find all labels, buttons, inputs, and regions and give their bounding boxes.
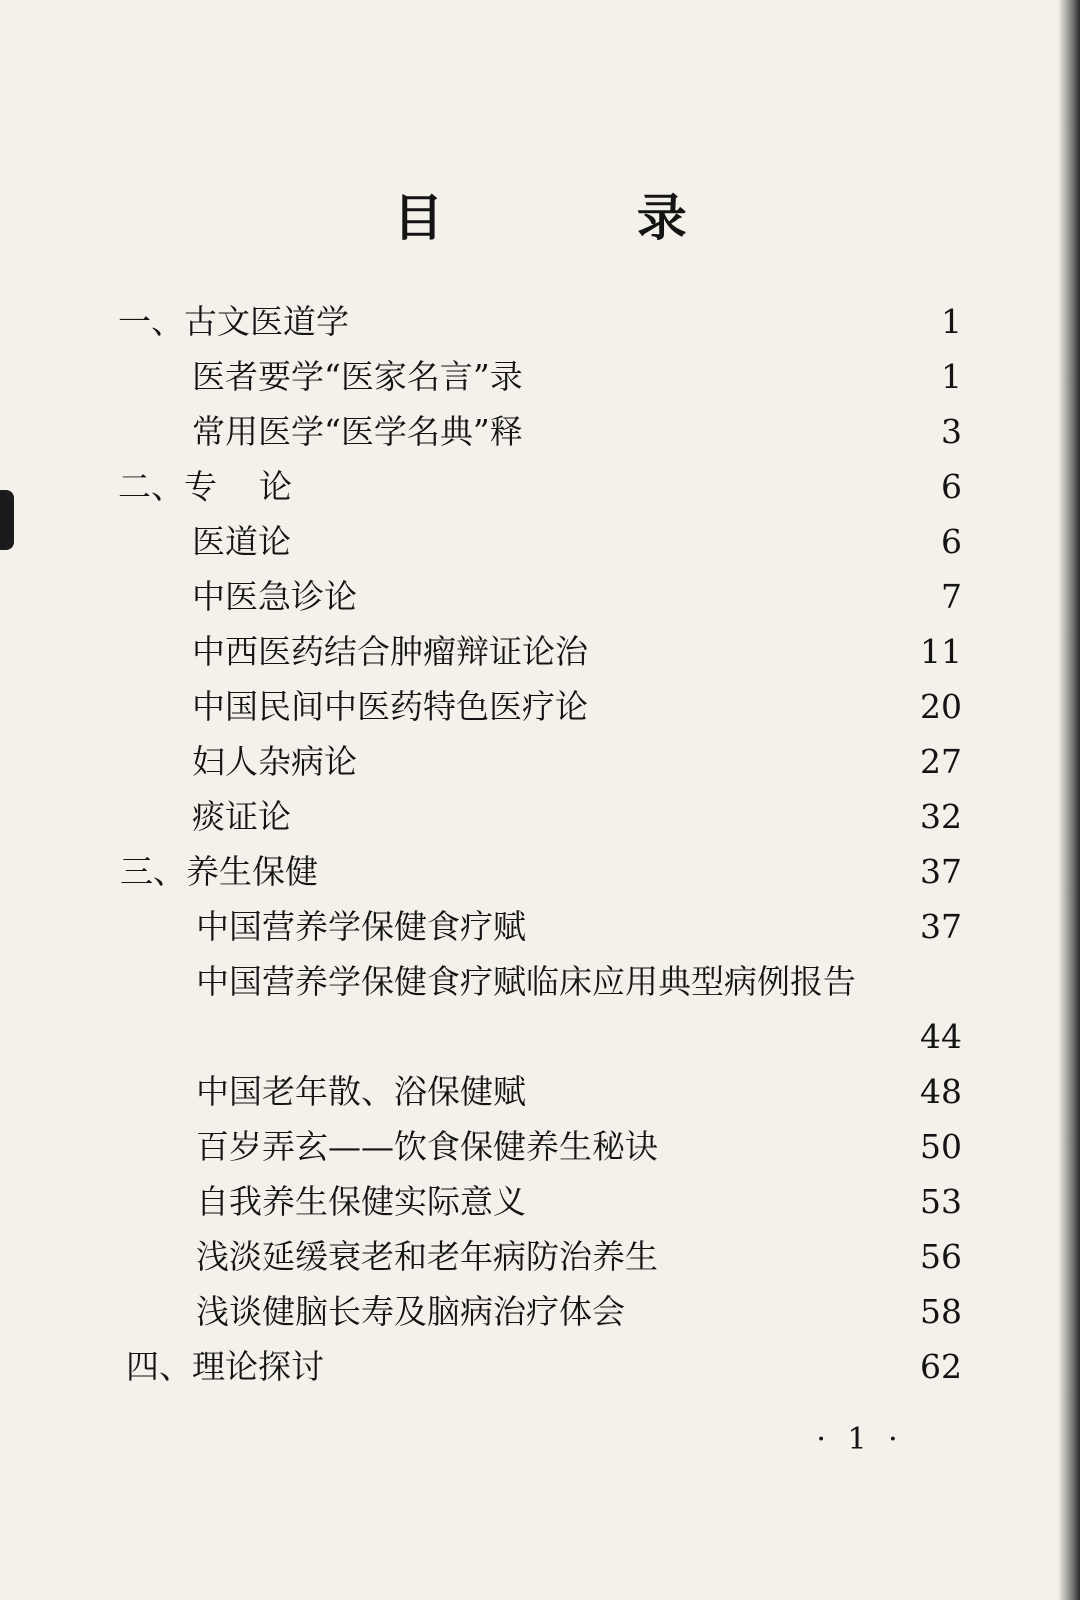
toc-leader-dots	[382, 298, 884, 346]
toc-entry-label: 中国老年散、浴保健赋	[196, 1072, 526, 1111]
toc-entry-label: 中国营养学保健食疗赋	[196, 907, 526, 946]
toc-leader-dots	[310, 793, 884, 841]
toc-entry-page: 37	[920, 852, 962, 891]
toc-entry-label: 医道论	[192, 522, 291, 561]
toc-leader-dots	[348, 848, 884, 896]
toc-entry-page: 20	[920, 687, 962, 726]
toc-entry	[0, 848, 1080, 896]
toc-leader-dots	[300, 463, 884, 511]
toc-entry	[0, 298, 1080, 346]
toc-entry-label: 自我养生保健实际意义	[196, 1182, 526, 1221]
toc-entry	[0, 463, 1080, 511]
toc-entry	[0, 518, 1080, 566]
toc-entry-label: 中国民间中医药特色医疗论	[192, 687, 588, 726]
toc-entry	[0, 1178, 1080, 1226]
toc-entry-page: 37	[920, 907, 962, 946]
toc-entry-page: 44	[920, 1017, 962, 1056]
toc-entry-label: 四、理论探讨	[126, 1347, 324, 1386]
toc-entry	[0, 1288, 1080, 1336]
toc-entry	[0, 353, 1080, 401]
toc-leader-dots	[720, 1123, 884, 1171]
toc-entry-page: 6	[941, 522, 962, 561]
toc-leader-dots	[382, 738, 884, 786]
toc-entry-page: 3	[941, 412, 962, 451]
toc-leader-dots	[556, 1178, 884, 1226]
toc-entry-label: 浅淡延缓衰老和老年病防治养生	[196, 1237, 658, 1276]
toc-entry-page: 27	[920, 742, 962, 781]
toc-entry	[0, 903, 1080, 951]
toc-leader-dots	[556, 408, 884, 456]
toc-entry-page: 48	[920, 1072, 962, 1111]
toc-title: 目 录	[393, 189, 775, 247]
toc-entry-label: 百岁弄玄——饮食保健养生秘诀	[196, 1127, 658, 1166]
toc-entry-label: 常用医学“医学名典”释	[192, 412, 523, 451]
toc-entry-page: 1	[941, 357, 962, 396]
toc-entry-label: 中西医药结合肿瘤辩证论治	[192, 632, 588, 671]
toc-leader-dots	[300, 518, 884, 566]
toc-entry-page: 6	[941, 467, 962, 506]
toc-entry-label: 妇人杂病论	[192, 742, 357, 781]
toc-entry-label: 浅谈健脑长寿及脑病治疗体会	[196, 1292, 625, 1331]
toc-entry	[0, 738, 1080, 786]
toc-leader-dots	[206, 1013, 884, 1061]
toc-entry-label: 痰证论	[192, 797, 291, 836]
toc-entry-page: 11	[920, 632, 962, 671]
toc-entry-label: 二、专 论	[118, 467, 292, 506]
toc-entry	[0, 1343, 1080, 1391]
toc-entry-page: 62	[920, 1347, 962, 1386]
toc-entry-continuation	[0, 1013, 1080, 1061]
toc-entry	[0, 573, 1080, 621]
toc-entry-page: 53	[920, 1182, 962, 1221]
toc-leader-dots	[672, 1288, 884, 1336]
toc-entry-page: 7	[941, 577, 962, 616]
toc-entry-label: 医者要学“医家名言”录	[192, 357, 523, 396]
toc-leader-dots	[632, 683, 884, 731]
toc-entry-label: 中医急诊论	[192, 577, 357, 616]
toc-entry-label: 中国营养学保健食疗赋临床应用典型病例报告	[196, 962, 856, 1001]
toc-entry-page: 56	[920, 1237, 962, 1276]
toc-leader-dots	[632, 628, 884, 676]
toc-leader-dots	[556, 1068, 884, 1116]
toc-leader-dots	[556, 353, 884, 401]
toc-entry	[0, 958, 1080, 1006]
toc-entry-page: 1	[941, 302, 962, 341]
toc-leader-dots	[720, 1233, 884, 1281]
toc-entry	[0, 408, 1080, 456]
toc-entry-page: 58	[920, 1292, 962, 1331]
toc-entry	[0, 793, 1080, 841]
toc-entry	[0, 1123, 1080, 1171]
toc-leader-dots	[352, 1343, 884, 1391]
toc-leader-dots	[372, 573, 884, 621]
toc-entry-page: 32	[920, 797, 962, 836]
toc-entry	[0, 683, 1080, 731]
toc-leader-dots	[566, 903, 884, 951]
toc-entry-label: 三、养生保健	[120, 852, 318, 891]
toc-entry	[0, 1233, 1080, 1281]
page-number: · 1 ·	[816, 1422, 904, 1457]
toc-entry-page: 50	[920, 1127, 962, 1166]
toc-entry	[0, 628, 1080, 676]
toc-entry	[0, 1068, 1080, 1116]
toc-entry-label: 一、古文医道学	[118, 302, 349, 341]
